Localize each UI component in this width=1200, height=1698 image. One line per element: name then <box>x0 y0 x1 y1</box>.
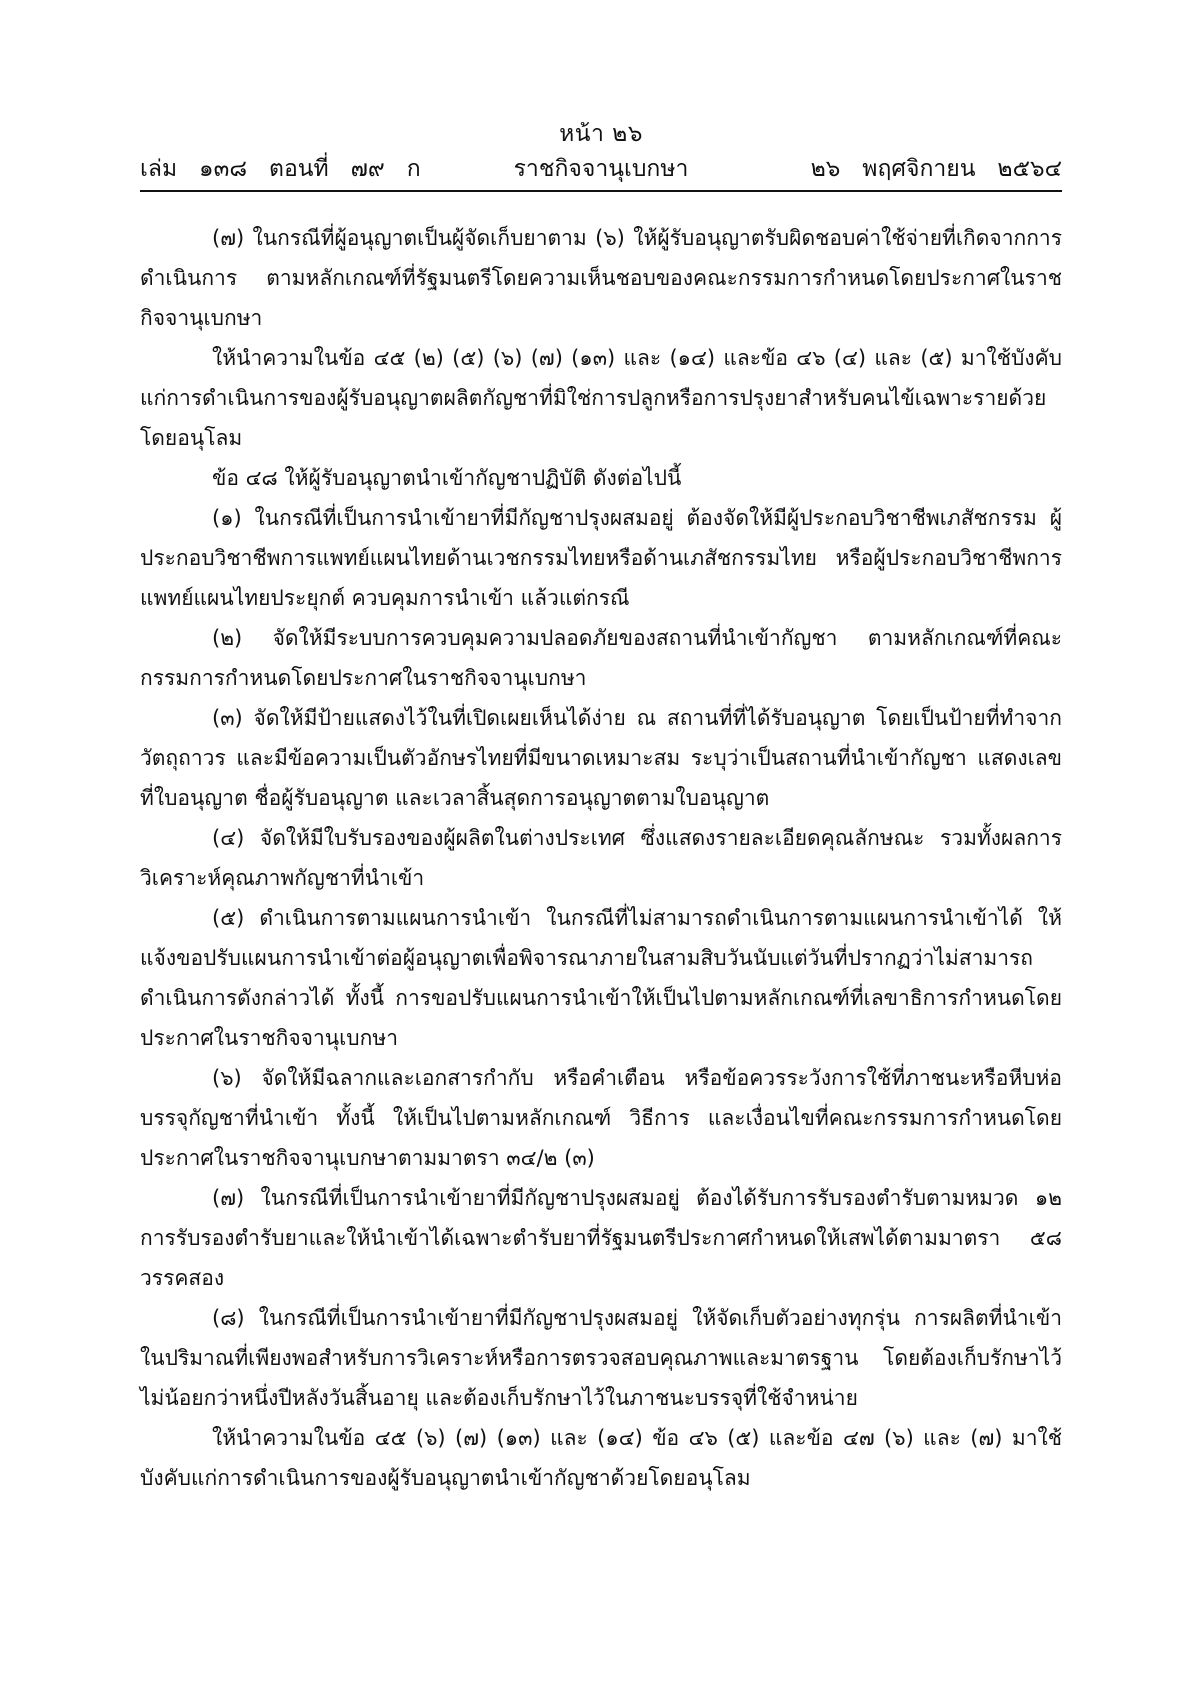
paragraph: (๗) ในกรณีที่เป็นการนำเข้ายาที่มีกัญชาปรุงผสมอยู่ ต้องได้รับการรับรองตำรับตามหมวด ๑๒ การรับรองตำรับยาและให้นำเข้าได้เฉพาะตำรับยาที่รัฐมนตรีประกาศกำหนดให้เสพได้ตามมาตรา ๕๘ วรรคสอง <box>140 1186 1062 1290</box>
paragraph: (๒) จัดให้มีระบบการควบคุมความปลอดภัยของสถานที่นำเข้ากัญชา ตามหลักเกณฑ์ที่คณะกรรมการกำหนดโดยประกาศในราชกิจจานุเบกษา <box>140 626 1062 690</box>
document-body <box>140 218 1062 1498</box>
paragraph: ให้นำความในข้อ ๔๕ (๒) (๕) (๖) (๗) (๑๓) และ (๑๔) และข้อ ๔๖ (๔) และ (๕) มาใช้บังคับแก่การดำเนินการของผู้รับอนุญาตผลิตกัญชาที่มิใช่การปลูกหรือการปรุงยาสำหรับคนไข้เฉพาะรายด้วยโดยอนุโลม <box>140 346 1062 450</box>
paragraph: (๓) จัดให้มีป้ายแสดงไว้ในที่เปิดเผยเห็นได้ง่าย ณ สถานที่ที่ได้รับอนุญาต โดยเป็นป้ายที่ทำจากวัตถุถาวร และมีข้อความเป็นตัวอักษรไทยที่มีขนาดเหมาะสม ระบุว่าเป็นสถานที่นำเข้ากัญชา แสดงเลขที่ใบอนุญาต ชื่อผู้รับอนุญาต และเวลาสิ้นสุดการอนุญาตตามใบอนุญาต <box>140 706 1062 810</box>
paragraph: ข้อ ๔๘ ให้ผู้รับอนุญาตนำเข้ากัญชาปฏิบัติ ดังต่อไปนี้ <box>212 466 682 490</box>
paragraph: (๘) ในกรณีที่เป็นการนำเข้ายาที่มีกัญชาปรุงผสมอยู่ ให้จัดเก็บตัวอย่างทุกรุ่น การผลิตที่นำเข้าในปริมาณที่เพียงพอสำหรับการวิเคราะห์หรือการตรวจสอบคุณภาพและมาตรฐาน โดยต้องเก็บรักษาไว้ไม่น้อยกว่าหนึ่งปีหลังวันสิ้นอายุ และต้องเก็บรักษาไว้ในภาชนะบรรจุที่ใช้จำหน่าย <box>140 1306 1062 1410</box>
page-number: หน้า ๒๖ <box>559 121 643 147</box>
paragraph: ให้นำความในข้อ ๔๕ (๖) (๗) (๑๓) และ (๑๔) ข้อ ๔๖ (๕) และข้อ ๔๗ (๖) และ (๗) มาใช้บังคับแก่การดำเนินการของผู้รับอนุญาตนำเข้ากัญชาด้วยโดยอนุโลม <box>140 1426 1062 1490</box>
publication-date: ๒๖ พฤศจิกายน ๒๕๖๔ <box>810 156 1062 182</box>
paragraph: (๗) ในกรณีที่ผู้อนุญาตเป็นผู้จัดเก็บยาตาม (๖) ให้ผู้รับอนุญาตรับผิดชอบค่าใช้จ่ายที่เกิดจากการดำเนินการ ตามหลักเกณฑ์ที่รัฐมนตรีโดยความเห็นชอบของคณะกรรมการกำหนดโดยประกาศในราชกิจจานุเบกษา <box>140 226 1062 330</box>
gazette-header <box>140 150 1062 188</box>
volume-issue: เล่ม ๑๓๘ ตอนที่ ๗๙ ก <box>140 156 421 182</box>
document-page <box>140 118 1062 1498</box>
header-divider <box>140 190 1062 192</box>
paragraph: (๕) ดำเนินการตามแผนการนำเข้า ในกรณีที่ไม่สามารถดำเนินการตามแผนการนำเข้าได้ ให้แจ้งขอปรับแผนการนำเข้าต่อผู้อนุญาตเพื่อพิจารณาภายในสามสิบวันนับแต่วันที่ปรากฏว่าไม่สามารถดำเนินการดังกล่าวได้ ทั้งนี้ การขอปรับแผนการนำเข้าให้เป็นไปตามหลักเกณฑ์ที่เลขาธิการกำหนดโดยประกาศในราชกิจจานุเบกษา <box>140 906 1062 1050</box>
paragraph: (๖) จัดให้มีฉลากและเอกสารกำกับ หรือคำเตือน หรือข้อควรระวังการใช้ที่ภาชนะหรือหีบห่อบรรจุกัญชาที่นำเข้า ทั้งนี้ ให้เป็นไปตามหลักเกณฑ์ วิธีการ และเงื่อนไขที่คณะกรรมการกำหนดโดยประกาศในราชกิจจานุเบกษาตามมาตรา ๓๔/๒ (๓) <box>140 1066 1062 1170</box>
paragraph: (๔) จัดให้มีใบรับรองของผู้ผลิตในต่างประเทศ ซึ่งแสดงรายละเอียดคุณลักษณะ รวมทั้งผลการวิเคราะห์คุณภาพกัญชาที่นำเข้า <box>140 826 1062 890</box>
paragraph: (๑) ในกรณีที่เป็นการนำเข้ายาที่มีกัญชาปรุงผสมอยู่ ต้องจัดให้มีผู้ประกอบวิชาชีพเภสัชกรรม ผู้ประกอบวิชาชีพการแพทย์แผนไทยด้านเวชกรรมไทยหรือด้านเภสัชกรรมไทย หรือผู้ประกอบวิชาชีพการแพทย์แผนไทยประยุกต์ ควบคุมการนำเข้า แล้วแต่กรณี <box>140 506 1062 610</box>
gazette-title: ราชกิจจานุเบกษา <box>513 156 689 182</box>
